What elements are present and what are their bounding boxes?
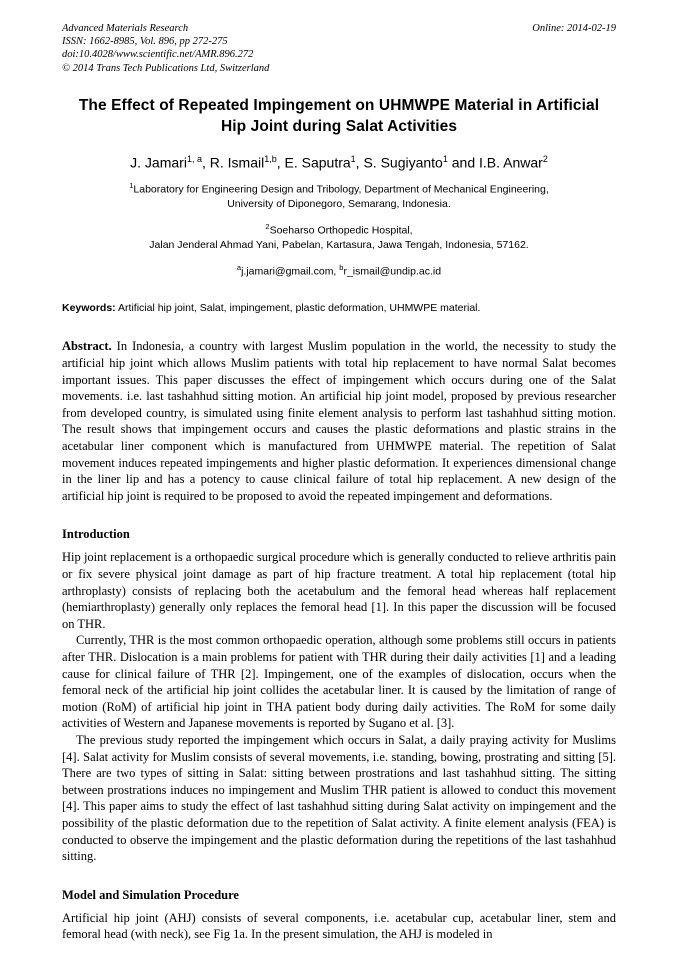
email-sup-b: b (339, 263, 344, 273)
author-sup-1: 1, a (186, 153, 202, 164)
section-heading-model-and-simulation-procedure: Model and Simulation Procedure (62, 887, 239, 902)
paragraph-intro-2: Currently, THR is the most common orthopaedic operation, although some problems still occurs in patients after THR. Dislocation is a main problems for patient with THR during their daily activities [1] and a leading cause for clinical failure of THR [2]. Impingement, one of the examples of dislocation, occurs when the femoral neck of the artificial hip joint collides the acetabular liner. It is caused by the limitation of range of motion (RoM) of artificial hip joint in THA patient body during daily activities. The RoM for some daily activities of Western and Japanese movements is reported by Sugano et al. [3]. (62, 633, 616, 731)
paragraph-intro-1: Hip joint replacement is a orthopaedic surgical procedure which is generally conducted to relieve arthritis pain or fix severe physical joint damage as part of hip fracture treatment. A total hip replacement (total hip arthroplasty) consists of replacing both the acetabulum and the femoral head whereas half replacement (hemiarthroplasty) generally only replaces the femoral head [1]. In this paper the discussion will be focused on THR. (62, 550, 616, 631)
author-sep-1: , (201, 154, 210, 171)
affiliation-1-sup: 1 (129, 181, 134, 191)
abstract-paragraph (62, 338, 616, 504)
header-left-block (62, 22, 492, 75)
paragraph-intro-3: The previous study reported the impingement which occurs in Salat, a daily praying activity for Muslims [4]. Salat activity for Muslim consists of several movements, i.e. standing, bowing, prostrating and sitting [5]. There are two types of sitting in Salat: sitting between prostrations and last tashahhud sitting. The sitting between prostrations induces no impingement and Muslim THR patient is allowed to conduct this movement [4]. This paper aims to study the effect of last tashahhud sitting during Salat activity on impingement and the possibility of the plastic deformation due to the repetition of Salat activity. A finite element analysis (FEA) is conducted to observe the impingement and the plastic deformation during the repetitions of the last tashahhud sitting. (62, 732, 616, 864)
author-sep-4: and (447, 154, 479, 171)
affiliation-block (62, 179, 616, 279)
author-sup-2: 1,b (264, 153, 277, 164)
email-a: j.jamari@gmail.com, (241, 265, 340, 278)
journal-name: Advanced Materials Research (62, 23, 189, 34)
online-date: Online: 2014-02-19 (532, 23, 616, 34)
author-sep-3: , (355, 154, 364, 171)
author-name-2: R. Ismail (209, 154, 265, 171)
title-line-1: The Effect of Repeated Impingement on UHMWPE Material in Artificial (78, 96, 600, 114)
affiliation-2-line-1: Soeharso Orthopedic Hospital, (269, 224, 413, 237)
title-line-2: Hip Joint during Salat Activities (220, 117, 458, 135)
page-header (62, 22, 616, 75)
affiliation-2 (62, 220, 616, 253)
affiliation-1-line-2: University of Diponegoro, Semarang, Indonesia. (227, 198, 451, 211)
author-sep-2: , (276, 154, 285, 171)
author-sup-5: 2 (542, 153, 548, 164)
journal-issn: ISSN: 1662-8985, Vol. 896, pp 272-275 (62, 36, 228, 48)
affiliation-1-line-1: Laboratory for Engineering Design and Tribology, Department of Mechanical Engineering, (133, 183, 549, 196)
affiliation-2-line-2: Jalan Jenderal Ahmad Yani, Pabelan, Kartasura, Jawa Tengah, Indonesia, 57162. (149, 238, 529, 251)
abstract-text: In Indonesia, a country with largest Muslim population in the world, the necessity to study the artificial hip joint which allows Muslim patients with total hip replacement to have normal Salat becomes important issues. This paper discusses the effect of impingement which occurs during one of the Salat movements. i.e. last tashahhud sitting motion. An artificial hip joint model, proposed by previous researcher from developed country, is simulated using finite element analysis to perform last tashahhud sitting motion. The result shows that impingement occurs and causes the plastic deformations and plastic strains in the acetabular liner component which is manufactured from UHMWPE material. The repetition of Salat movement induces repeated impingements and higher plastic deformation. It experiences dimensional change in the liner lip and has a potency to cause clinical failure of total hip replacement. A new design of the artificial hip joint is required to be proposed to avoid the repeated impingement and deformations. (62, 339, 616, 503)
author-sup-4: 1 (442, 153, 448, 164)
journal-doi: doi:10.4028/www.scientific.net/AMR.896.272 (62, 49, 254, 61)
author-name-5: I.B. Anwar (479, 154, 543, 171)
paragraph-model-1: Artificial hip joint (AHJ) consists of several components, i.e. acetabular cup, acetabular liner, stem and femoral head (with neck), see Fig 1a. In the present simulation, the AHJ is modeled in (62, 910, 616, 942)
affiliation-1 (62, 179, 616, 212)
author-name-3: E. Saputra (284, 154, 351, 171)
author-sup-3: 1 (350, 153, 356, 164)
affiliation-2-sup: 2 (265, 221, 270, 231)
email-sup-a: a (236, 263, 242, 273)
author-emails (62, 261, 616, 279)
keywords-label: Keywords: (62, 302, 116, 315)
author-name-4: S. Sugiyanto (363, 154, 443, 171)
keywords-line (62, 301, 616, 316)
author-list (62, 150, 616, 173)
journal-copyright: © 2014 Trans Tech Publications Ltd, Switzerland (62, 62, 270, 74)
section-heading-introduction: Introduction (62, 527, 130, 542)
keywords-text: Artificial hip joint, Salat, impingement, plastic deformation, UHMWPE material. (115, 302, 481, 315)
author-name-1: J. Jamari (130, 154, 187, 171)
page-title (62, 95, 616, 137)
email-b: r_ismail@undip.ac.id (343, 265, 442, 278)
abstract-label: Abstract. (62, 339, 112, 354)
